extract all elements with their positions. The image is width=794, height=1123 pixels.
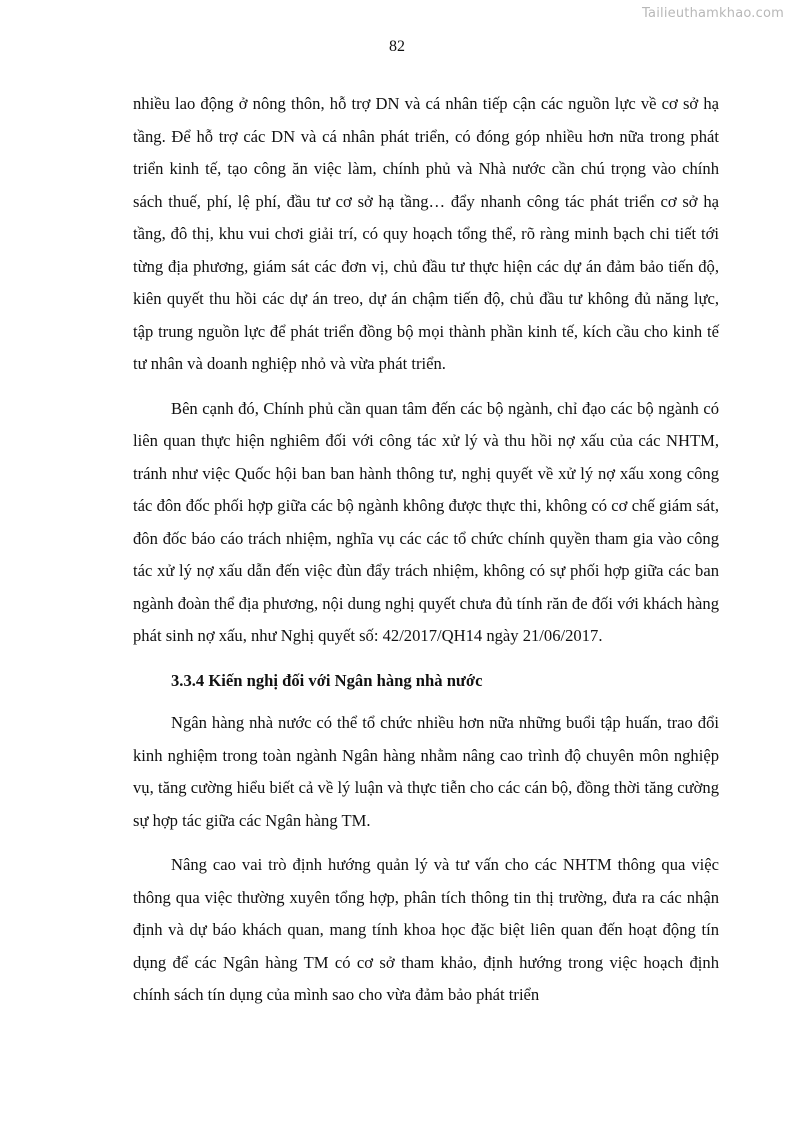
document-body [133, 88, 719, 1024]
paragraph-government-recommendation: Bên cạnh đó, Chính phủ cần quan tâm đến các bộ ngành, chỉ đạo các bộ ngành có liên quan thực hiện nghiêm đối với công tác xử lý và thu hồi nợ xấu của các NHTM, tránh như việc Quốc hội ban ban hành thông tư, nghị quyết về xử lý nợ xấu xong công tác đôn đốc phối hợp giữa các bộ ngành không được thực thi, không có cơ chế giám sát, đôn đốc báo cáo trách nhiệm, nghĩa vụ các các tổ chức chính quyền tham gia vào công tác xử lý nợ xấu dẫn đến việc đùn đẩy trách nhiệm, không có sự phối hợp giữa các ban ngành đoàn thể địa phương, nội dung nghị quyết chưa đủ tính răn đe đối với khách hàng phát sinh nợ xấu, như Nghị quyết số: 42/2017/QH14 ngày 21/06/2017. [133, 398, 719, 645]
paragraph-continued: nhiều lao động ở nông thôn, hỗ trợ DN và cá nhân tiếp cận các nguồn lực về cơ sở hạ tầng. Để hỗ trợ các DN và cá nhân phát triển, có đóng góp nhiều hơn nữa trong phát triển kinh tế, tạo công ăn việc làm, chính phủ và Nhà nước cần chú trọng vào chính sách thuế, phí, lệ phí, đầu tư cơ sở hạ tầng… đẩy nhanh công tác phát triển cơ sở hạ tầng, đô thị, khu vui chơi giải trí, có quy hoạch tổng thể, rõ ràng minh bạch chi tiết tới từng địa phương, giám sát các đơn vị, chủ đầu tư thực hiện các dự án đảm bảo tiến độ, kiên quyết thu hồi các dự án treo, dự án chậm tiến độ, chủ đầu tư không đủ năng lực, tập trung nguồn lực để phát triển đồng bộ mọi thành phần kinh tế, kích cầu cho kinh tế tư nhân và doanh nghiệp nhỏ và vừa phát triển. [133, 94, 719, 373]
page-number: 82 [389, 38, 405, 55]
section-heading: 3.3.4 Kiến nghị đối với Ngân hàng nhà nước [171, 670, 483, 690]
watermark-text: Tailieuthamkhao.com [642, 6, 784, 21]
paragraph-training: Ngân hàng nhà nước có thể tổ chức nhiều hơn nữa những buổi tập huấn, trao đổi kinh nghiệm trong toàn ngành Ngân hàng nhằm nâng cao trình độ chuyên môn nghiệp vụ, tăng cường hiểu biết cả về lý luận và thực tiễn cho các cán bộ, đồng thời tăng cường sự hợp tác giữa các Ngân hàng TM. [133, 713, 719, 830]
paragraph-advisory-role: Nâng cao vai trò định hướng quản lý và tư vấn cho các NHTM thông qua việc thông qua việc thường xuyên tổng hợp, phân tích thông tin thị trường, đưa ra các nhận định và dự báo khách quan, mang tính khoa học đặc biệt liên quan đến hoạt động tín dụng để các Ngân hàng TM có cơ sở tham khảo, định hướng trong việc hoạch định chính sách tín dụng của mình sao cho vừa đảm bảo phát triển [133, 855, 719, 1004]
